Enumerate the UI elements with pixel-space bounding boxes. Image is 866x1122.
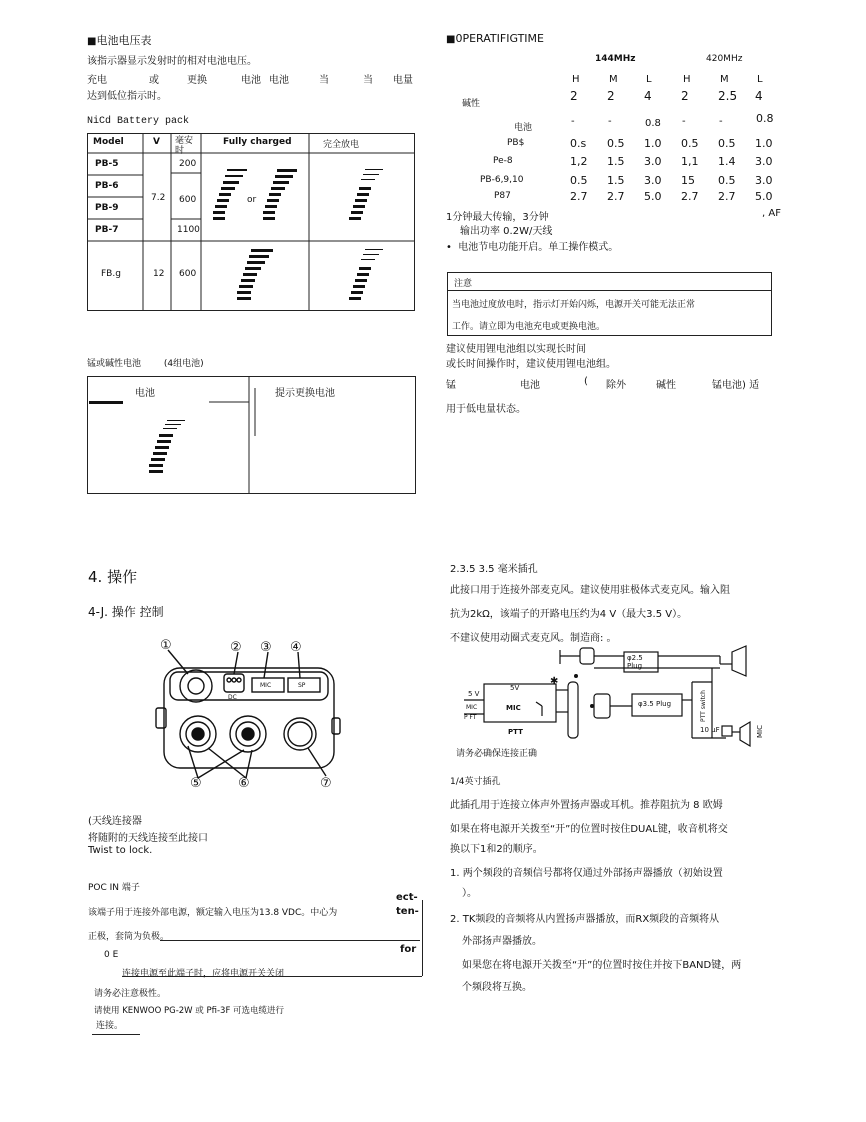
battery-meter-desc: 该指示器显示发射时的相对电池电压。 (87, 56, 257, 67)
battery-cell: 0.8 (756, 112, 774, 125)
caution-line-2: 工作。请立即为电池充电或更换电池。 (452, 322, 606, 332)
poc-side-1: ect- (396, 892, 418, 903)
star-icon: ✱ (550, 676, 559, 687)
charge-word: 更换 (187, 75, 207, 86)
alkaline-subtitle: (4组电池) (163, 359, 204, 369)
callout-1: ① (160, 638, 172, 653)
op-cell: 1.5 (607, 155, 625, 168)
footnote-1-right: , AF (762, 208, 781, 219)
op-cell: 1.5 (607, 174, 625, 187)
poc-title: POC IN 端子 (88, 883, 140, 893)
square-bullet-icon: ■ (87, 36, 97, 47)
mah-cell: 200 (179, 159, 197, 169)
or-label: or (247, 195, 257, 205)
poc-oe: 0 E (104, 950, 119, 960)
nicd-table-grid (87, 133, 415, 311)
mah-cell: 600 (179, 195, 197, 205)
model-cell: FB.g (101, 269, 121, 279)
op-cell: 0.5 (718, 174, 736, 187)
poc-line-1: 该端子用于连接外部电源，额定输入电压为13.8 VDC。中心为 (88, 908, 338, 918)
poc-side-2: ten- (396, 906, 419, 917)
battery-cell: - (608, 116, 612, 127)
antenna-line: 将随附的天线连接至此接口 (88, 833, 208, 844)
charge-word: 电池 (269, 75, 289, 86)
op-cell: 5.0 (755, 190, 773, 203)
callout-3: ③ (260, 640, 272, 655)
section-4-title: 4. 操作 (88, 568, 138, 586)
nicd-battery-table (87, 133, 415, 311)
mic-jack-title: 2.3.5 3.5 毫米插孔 (450, 564, 538, 575)
quarter-jack-title: 1/4英寸插孔 (450, 777, 501, 787)
col-fully-charged: Fully charged (223, 137, 292, 147)
model-cell: PB-6 (95, 181, 119, 191)
lithium-word: 锰 (446, 380, 456, 391)
panel-sp-label: SP (298, 682, 306, 689)
battery-cell: - (682, 116, 686, 127)
battery-meter-heading: ■电池电压表 (87, 34, 152, 47)
radio-panel-drawing (148, 638, 348, 794)
poc-line-3: 连接电源至此端子时，应将电源开关关闭 (122, 969, 285, 979)
op-cell: 0.5 (570, 174, 588, 187)
mic-wiring-diagram (456, 642, 780, 760)
quarter-jack-item-3b: 个频段将互换。 (462, 982, 532, 993)
model-cell: PB-7 (95, 225, 119, 235)
battery-cell: - (719, 116, 723, 127)
radio-front-panel-diagram (148, 638, 348, 794)
op-cell: 0.5 (681, 137, 699, 150)
quarter-jack-line-1: 此插孔用于连接立体声外置扬声器或耳机。推荐阻抗为 8 欧姆 (450, 800, 723, 811)
lithium-word: 碱性 (656, 380, 676, 391)
battery-cell: 0.8 (645, 118, 661, 129)
voltage-cell: 7.2 (151, 193, 166, 203)
mic-wiring-drawing (456, 642, 780, 760)
lithium-word: 锰电池) 适 (712, 380, 760, 391)
op-cell: 3.0 (755, 155, 773, 168)
callout-2: ② (230, 640, 242, 655)
footnote-1: 1分钟最大传输，3分钟 (446, 212, 549, 223)
lithium-line-4: 用于低电量状态。 (446, 404, 526, 415)
op-cell: 3.0 (644, 174, 662, 187)
poc-rule-2 (122, 976, 422, 977)
charge-word: 充电 (87, 75, 107, 86)
col-model: Model (93, 137, 124, 147)
charge-word: 或 (149, 75, 159, 86)
power-save-bullet (446, 238, 618, 253)
wiring-caption: 请务必确保连接正确 (456, 749, 538, 759)
battery-cell: - (571, 116, 575, 127)
op-cell: 1.0 (644, 137, 662, 150)
callout-7: ⑦ (320, 776, 332, 791)
op-row-label: Pe-8 (493, 156, 513, 166)
charge-word: 当 (363, 75, 373, 86)
footnote-2: 输出功率 0.2W/天线 (460, 226, 553, 237)
alkaline-cell: 4 (755, 89, 763, 103)
plug-35-label: φ3.5 Plug (638, 700, 672, 708)
alkaline-cell: 4 (644, 89, 652, 103)
ptt-switch-label: PTT switch (700, 690, 707, 722)
alkaline-title-text: 锰或碱性电池 (87, 359, 142, 369)
alkaline-cell: 2.5 (718, 89, 738, 103)
mic-right-label: MIC (756, 725, 764, 738)
ptt-label: PTT (508, 728, 523, 736)
antenna-title: (天线连接器 (88, 816, 142, 827)
v5-top-label: 5V (510, 684, 520, 692)
lithium-line-3 (446, 376, 776, 390)
op-cell: 2.7 (681, 190, 699, 203)
col-voltage: V (153, 137, 160, 147)
op-cell: 2.7 (570, 190, 588, 203)
band-420: 420MHz (706, 54, 743, 64)
callout-5: ⑤ (190, 776, 202, 791)
poc-rule-3 (92, 1034, 140, 1035)
quarter-jack-item-3: 如果您在将电源开关拨至“开”的位置时按住并按下BAND键，两 (462, 960, 742, 971)
poc-line-5: 请使用 KENWOO PG-2W 或 Pfi-3F 可选电缆进行 (94, 1006, 285, 1016)
quarter-jack-item-2b: 外部扬声器播放。 (462, 936, 542, 947)
antenna-twist: Twist to lock. (88, 845, 153, 856)
battery-bar-graphics (213, 169, 383, 300)
alkaline-table (87, 376, 416, 494)
poc-line-6: 连接。 (96, 1021, 124, 1031)
poc-side-3: for (400, 944, 417, 955)
nicd-table-title: NiCd Battery pack (87, 116, 190, 127)
caution-note-box (447, 272, 772, 336)
poc-line-2: 正极，套筒为负极。 (88, 932, 170, 942)
poc-rule-1 (160, 940, 420, 941)
mic-jack-line-3: 不建议使用动圈式麦克风。制造商: 。 (450, 633, 617, 644)
op-row-label: P87 (494, 191, 511, 201)
pft-label: P FT (464, 714, 477, 721)
hml-header-cell: M (720, 74, 729, 85)
row-battery-label: 电池 (514, 123, 533, 133)
poc-bracket (422, 900, 423, 976)
hml-header-cell: H (683, 74, 691, 85)
op-cell: 2.7 (718, 190, 736, 203)
hml-header-cell: L (646, 74, 652, 85)
mic-box-label: MIC (506, 704, 521, 712)
quarter-jack-item-1b: ）。 (462, 888, 477, 899)
panel-mic-label: MIC (260, 682, 272, 689)
lithium-line-1: 建议使用锂电池组以实现长时间 (446, 344, 586, 355)
plug-25-label: φ2.5 Plug (627, 654, 643, 670)
bullet-icon: • (446, 242, 459, 253)
col-discharged: 完全放电 (323, 140, 360, 150)
quarter-jack-line-3: 换以下1和2的顺序。 (450, 844, 543, 855)
charge-line-2: 达到低位指示时。 (87, 91, 167, 102)
op-cell: 5.0 (644, 190, 662, 203)
op-cell: 1.0 (755, 137, 773, 150)
caution-line-1: 当电池过度放电时，指示灯开始闪烁，电源开关可能无法正常 (452, 300, 696, 310)
hml-header-cell: M (609, 74, 618, 85)
op-row-label: PB-6,9,10 (480, 175, 524, 185)
power-save-text: 电池节电功能开启。单工操作模式。 (458, 242, 619, 253)
alkaline-title (87, 356, 204, 369)
quarter-jack-item-2: 2. TK频段的音频将从内置扬声器播放，而RX频段的音频将从 (450, 914, 720, 925)
v5-left-label: 5 V (468, 690, 480, 698)
charge-word: 电池 (241, 75, 261, 86)
op-cell: 1.4 (718, 155, 736, 168)
alkaline-cell: 2 (681, 89, 689, 103)
mic-left-label: MIC (466, 704, 478, 711)
alkaline-cell: 2 (570, 89, 578, 103)
hml-header-cell: H (572, 74, 580, 85)
hml-header-cell: L (757, 74, 763, 85)
op-row-label: PB$ (507, 138, 525, 148)
capacitor-label: 10 μF (700, 726, 720, 734)
callout-6: ⑥ (238, 776, 250, 791)
charge-word: 电量 (393, 75, 413, 86)
col-mah: 毫安时 (175, 136, 194, 156)
op-cell: 3.0 (644, 155, 662, 168)
quarter-jack-line-2: 如果在将电源开关拨至“开”的位置时按住DUAL键，收音机将交 (450, 824, 728, 835)
panel-dc-label: DC (228, 694, 237, 701)
voltage-cell: 12 (153, 269, 165, 279)
row-alkaline-label: 碱性 (462, 99, 481, 109)
mic-jack-line-1: 此接口用于连接外部麦克风。建议使用驻极体式麦克风。输入阻 (450, 585, 730, 596)
op-cell: 15 (681, 174, 695, 187)
charge-word: 当 (319, 75, 329, 86)
callout-4: ④ (290, 640, 302, 655)
alkaline-col-battery: 电池 (135, 388, 155, 399)
model-cell: PB-5 (95, 159, 119, 169)
band-144: 144MHz (595, 54, 636, 64)
caution-title: 注意 (454, 279, 473, 289)
mic-jack-line-2: 抗为2kΩ，该端子的开路电压约为4 V（最大3.5 V）。 (450, 609, 688, 620)
lithium-word: ( (584, 376, 588, 387)
op-cell: 0.5 (718, 137, 736, 150)
mah-cell: 1100 (177, 225, 200, 235)
square-bullet-icon: ■ (446, 34, 456, 45)
op-cell: 2.7 (607, 190, 625, 203)
lithium-word: 电池 (520, 380, 540, 391)
lithium-word: 除外 (606, 380, 626, 391)
section-4-subtitle: 4-J. 操作 控制 (88, 605, 164, 619)
alkaline-col-replace: 提示更换电池 (275, 388, 335, 399)
op-cell: 0.5 (607, 137, 625, 150)
operating-time-heading: ■0PERATIFIGTIME (446, 32, 544, 45)
poc-line-4: 请务必注意极性。 (94, 989, 167, 999)
model-cell: PB-9 (95, 203, 119, 213)
op-cell: 1,1 (681, 155, 699, 168)
quarter-jack-item-1: 1. 两个频段的音频信号都将仅通过外部扬声器播放（初始设置 (450, 868, 723, 879)
lithium-line-2: 或长时间操作时，建议使用锂电池组。 (446, 359, 616, 370)
alkaline-cell: 2 (607, 89, 615, 103)
op-cell: 0.s (570, 137, 587, 150)
op-cell: 3.0 (755, 174, 773, 187)
op-cell: 1,2 (570, 155, 588, 168)
mah-cell: 600 (179, 269, 197, 279)
